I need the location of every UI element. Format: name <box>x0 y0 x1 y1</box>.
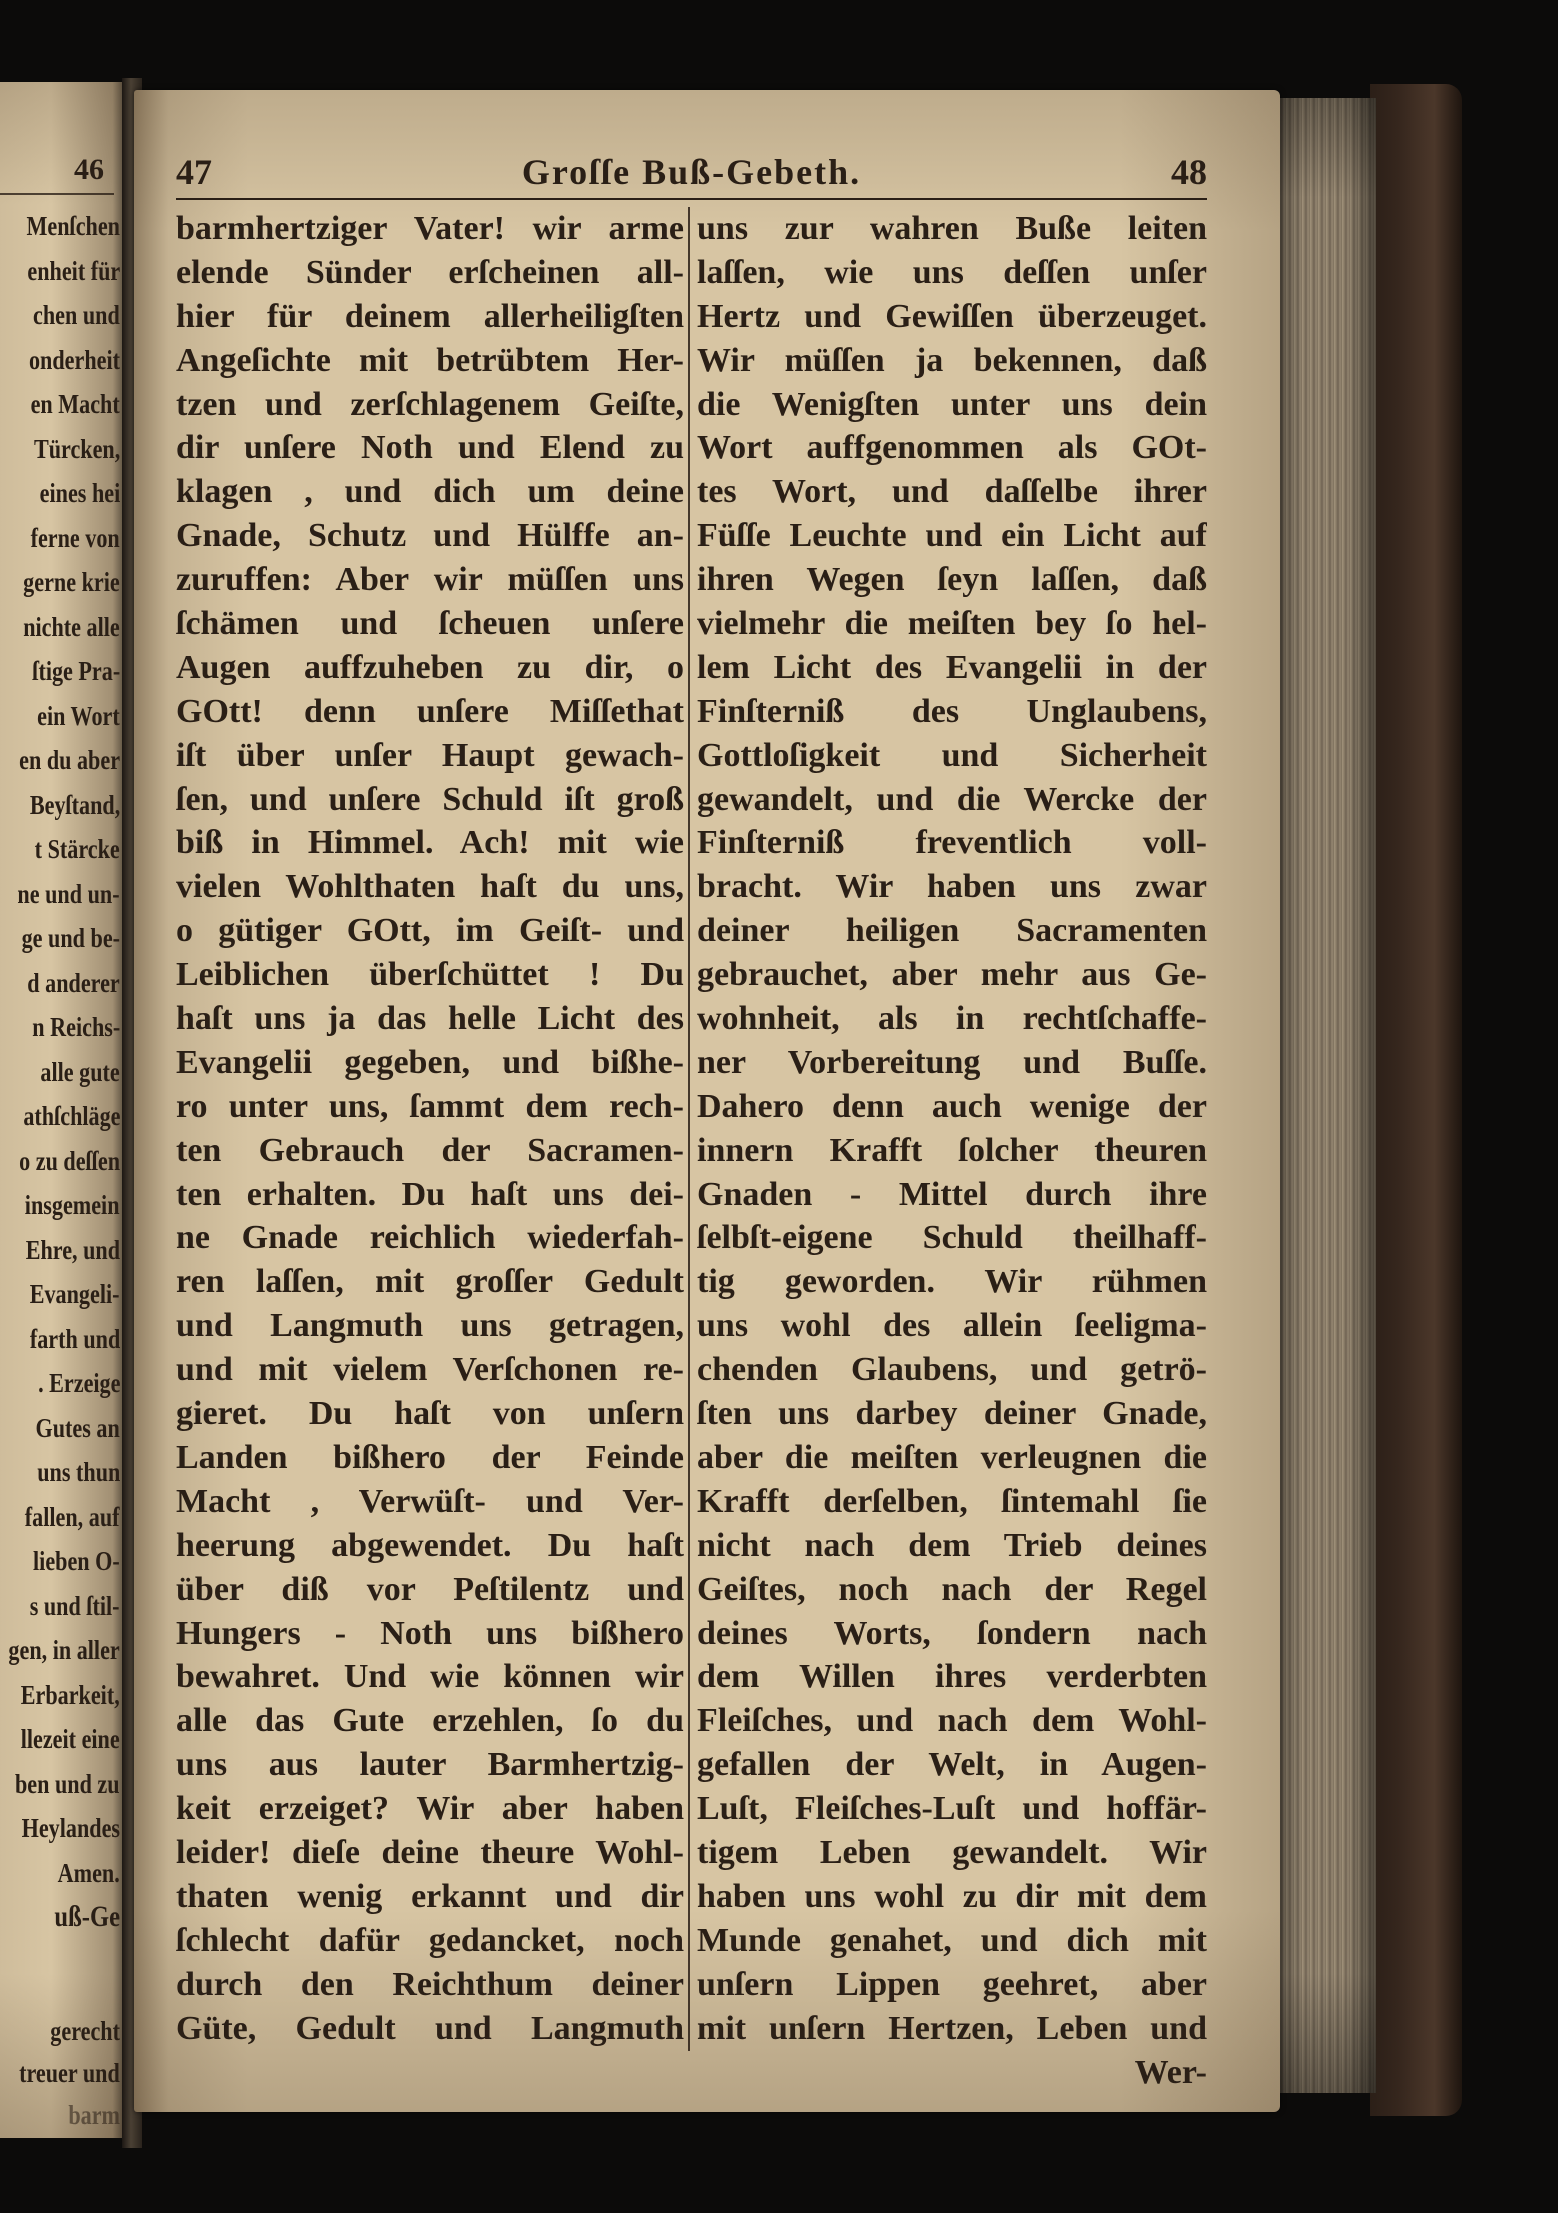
text-line: lem Licht des Evangelii in der <box>697 648 1207 686</box>
fragment-line <box>0 1228 120 1273</box>
text-line: Hertz und Gewiſſen überzeuget. <box>697 297 1207 335</box>
fragment-line-text: ge und be- <box>21 923 120 953</box>
fragment-line <box>0 204 120 249</box>
text-line: tigem Leben gewandelt. Wir <box>697 1833 1207 1871</box>
text-line: vielmehr die meiſten bey ſo hel- <box>697 605 1207 643</box>
text-line: dem Willen ihres verderbten <box>697 1658 1207 1696</box>
fragment-line <box>0 916 120 961</box>
text-line: ſen, und unſere Schuld iſt groß <box>176 780 684 818</box>
text-line: chenden Glaubens, und getrö- <box>697 1351 1207 1389</box>
text-line: ſten uns darbey deiner Gnade, <box>697 1395 1207 1433</box>
text-line: deines Worts, ſondern nach <box>697 1614 1207 1652</box>
fragment-line <box>0 783 120 828</box>
text-line: Leiblichen überſchüttet ! Du <box>176 956 684 994</box>
text-line: ren laſſen, mit groſſer Gedult <box>176 1263 684 1301</box>
text-line: Gottloſigkeit und Sicherheit <box>697 736 1207 774</box>
fragment-line-text: en Macht <box>30 389 120 419</box>
text-line: haben uns wohl zu dir mit dem <box>697 1877 1207 1915</box>
text-line: laſſen, wie uns deſſen unſer <box>697 253 1207 291</box>
text-line: gebrauchet, aber mehr aus Ge- <box>697 956 1207 994</box>
text-line: dir unſere Noth und Elend zu <box>176 429 684 467</box>
fragment-line <box>0 2010 120 2052</box>
text-line: ne Gnade reichlich wiederfah- <box>176 1219 684 1257</box>
page-header <box>176 150 1207 194</box>
text-line: Dahero denn auch wenige der <box>697 1087 1207 1125</box>
text-line: bracht. Wir haben uns zwar <box>697 868 1207 906</box>
fragment-line-text: Menſchen <box>26 211 120 241</box>
text-line: Finſterniß freventlich voll- <box>697 824 1207 862</box>
book-cover-edge <box>1370 84 1462 2116</box>
fragment-line <box>0 1139 120 1184</box>
fragment-line <box>0 1806 120 1851</box>
text-line: leider! dieſe deine theure Wohl- <box>176 1833 684 1871</box>
fragment-line <box>0 471 120 516</box>
fragment-line-text: Evangeli- <box>30 1279 120 1309</box>
fragment-line-text: barm <box>68 2100 120 2130</box>
text-line: zuruffen: Aber wir müſſen uns <box>176 561 684 599</box>
book-page-edges <box>1278 98 1376 2093</box>
text-line: biß in Himmel. Ach! mit wie <box>176 824 684 862</box>
text-line: nicht nach dem Trieb deines <box>697 1526 1207 1564</box>
text-line: tes Wort, und daſſelbe ihrer <box>697 473 1207 511</box>
column-divider <box>688 207 690 2051</box>
fragment-line-text: gen, in aller <box>8 1635 120 1665</box>
fragment-line-text: ne und un- <box>17 878 120 909</box>
text-line: Finſterniß des Unglaubens, <box>697 692 1207 730</box>
fragment-line-text: enheit für <box>27 255 120 286</box>
text-line: alle das Gute erzehlen, ſo du <box>176 1702 684 1740</box>
fragment-line <box>0 1717 120 1762</box>
fragment-line <box>0 1317 120 1362</box>
text-line: ten erhalten. Du haſt uns dei- <box>176 1175 684 1213</box>
text-line: deiner heiligen Sacramenten <box>697 912 1207 950</box>
text-line: Füſſe Leuchte und ein Licht auf <box>697 517 1207 555</box>
fragment-line <box>0 338 120 383</box>
fragment-line-text: Türcken, <box>33 433 120 464</box>
fragment-line <box>0 293 120 338</box>
text-line: Krafft derſelben, ſintemahl ſie <box>697 1482 1207 1520</box>
fragment-line-text: chen und <box>33 300 120 330</box>
page-number-left: 47 <box>176 152 212 192</box>
text-column-right <box>697 207 1207 2050</box>
fragment-line <box>0 1673 120 1718</box>
text-line: heerung abgewendet. Du haſt <box>176 1526 684 1564</box>
text-line: gefallen der Welt, in Augen- <box>697 1746 1207 1784</box>
fragment-line <box>0 827 120 872</box>
fragment-line-text: onderheit <box>28 344 120 375</box>
main-page <box>134 90 1280 2112</box>
text-line: mit unſern Hertzen, Leben und <box>697 2009 1207 2047</box>
text-line: uns wohl des allein ſeeligma- <box>697 1307 1207 1345</box>
text-line: unſern Lippen geehret, aber <box>697 1965 1207 2003</box>
fragment-line-text: nichte alle <box>23 611 120 642</box>
text-line: Evangelii gegeben, und bißhe- <box>176 1043 684 1081</box>
text-line: Güte, Gedult und Langmuth <box>176 2009 684 2047</box>
catchword: Wer- <box>1134 2054 1207 2091</box>
fragment-line <box>0 738 120 783</box>
text-line: uns aus lauter Barmhertzig- <box>176 1746 684 1784</box>
fragment-line-text: d anderer <box>27 967 120 998</box>
fragment-line-text: llezeit eine <box>21 1724 120 1754</box>
next-heading-line <box>0 1895 120 1940</box>
text-line: uns zur wahren Buße leiten <box>697 210 1207 247</box>
text-line: wohnheit, als in rechtſchaffe- <box>697 1000 1207 1038</box>
text-line: Gnaden - Mittel durch ihre <box>697 1175 1207 1213</box>
text-line: ro unter uns, ſammt dem rech- <box>176 1087 684 1125</box>
text-line: vielen Wohlthaten haſt du uns, <box>176 868 684 906</box>
text-line: barmhertziger Vater! wir arme <box>176 210 684 247</box>
left-header-rule <box>0 193 114 195</box>
text-line: haſt uns ja das helle Licht des <box>176 1000 684 1038</box>
text-line: iſt über unſer Haupt gewach- <box>176 736 684 774</box>
text-line: ſchlecht dafür gedancket, noch <box>176 1921 684 1959</box>
text-line: Angeſichte mit betrübtem Her- <box>176 341 684 379</box>
text-line: Augen auffzuheben zu dir, o <box>176 648 684 686</box>
text-line: ten Gebrauch der Sacramen- <box>176 1131 684 1169</box>
fragment-line-text: insgemein <box>25 1190 120 1220</box>
fragment-line-text: athſchläge <box>22 1101 120 1131</box>
fragment-line <box>0 2052 120 2094</box>
next-heading: uß-Ge <box>54 1900 120 1933</box>
fragment-line-text: ferne von <box>30 522 120 553</box>
fragment-line <box>0 1539 120 1584</box>
fragment-line-text: gerne krie <box>23 567 120 597</box>
fragment-line-text: lieben O- <box>33 1546 120 1576</box>
text-line: Landen bißhero der Feinde <box>176 1438 684 1476</box>
text-line: und Langmuth uns getragen, <box>176 1307 684 1345</box>
text-line: gewandelt, und die Wercke der <box>697 780 1207 818</box>
fragment-line-text: ben und zu <box>15 1768 120 1799</box>
fragment-line-text: ſtige Pra- <box>32 656 120 686</box>
fragment-line-text: gerecht <box>50 2016 120 2046</box>
text-line: ner Vorbereitung und Buſſe. <box>697 1043 1207 1081</box>
fragment-line-text: treuer und <box>19 2058 120 2088</box>
left-page-text <box>0 204 120 1895</box>
fragment-line-text: Amen. <box>57 1857 120 1888</box>
text-line: elende Sünder erſcheinen all- <box>176 253 684 291</box>
fragment-line <box>0 382 120 427</box>
fragment-line-text: Heylandes <box>21 1813 120 1843</box>
text-column-left <box>176 207 684 2050</box>
fragment-line-text: s und ſtil- <box>30 1590 120 1621</box>
left-page-next-heading <box>0 1895 120 1940</box>
text-line: Hungers - Noth uns bißhero <box>176 1614 684 1652</box>
text-line: keit erzeiget? Wir aber haben <box>176 1790 684 1828</box>
fragment-line-text: en du aber <box>19 745 120 775</box>
fragment-line-text: t Stärcke <box>34 834 120 864</box>
fragment-line-text: . Erzeige <box>37 1368 120 1398</box>
left-page-fragment <box>0 82 128 2138</box>
header-rule <box>176 198 1207 200</box>
fragment-line <box>0 1851 120 1896</box>
fragment-line <box>0 516 120 561</box>
text-line: die Wenigſten unter uns dein <box>697 385 1207 423</box>
text-line: aber die meiſten verleugnen die <box>697 1438 1207 1476</box>
fragment-line <box>0 1584 120 1629</box>
fragment-line-text: farth und <box>29 1323 120 1354</box>
text-line: und mit vielem Verſchonen re- <box>176 1351 684 1389</box>
fragment-line <box>0 1183 120 1228</box>
text-line: GOtt! denn unſere Miſſethat <box>176 692 684 730</box>
left-page-next-text <box>0 2010 120 2136</box>
fragment-line <box>0 249 120 294</box>
text-line: gieret. Du haſt von unſern <box>176 1395 684 1433</box>
fragment-line-text: Gutes an <box>35 1412 120 1443</box>
fragment-line <box>0 2094 120 2136</box>
text-line: klagen , und dich um deine <box>176 473 684 511</box>
fragment-line <box>0 1762 120 1807</box>
fragment-line <box>0 1406 120 1451</box>
text-line: tzen und zerſchlagenem Geiſte, <box>176 385 684 423</box>
fragment-line <box>0 1050 120 1095</box>
text-line: Wort auffgenommen als GOt- <box>697 429 1207 467</box>
text-line: Geiſtes, noch nach der Regel <box>697 1570 1207 1608</box>
fragment-line <box>0 427 120 472</box>
fragment-line-text: Beyſtand, <box>29 789 120 820</box>
fragment-line-text: fallen, auf <box>25 1501 120 1532</box>
text-line: innern Krafft ſolcher theuren <box>697 1131 1207 1169</box>
running-title: Groſſe Buß-Gebeth. <box>521 152 862 192</box>
fragment-line <box>0 1628 120 1673</box>
fragment-line <box>0 1005 120 1050</box>
text-line: tig geworden. Wir rühmen <box>697 1263 1207 1301</box>
fragment-line-text: uns thun <box>36 1457 120 1487</box>
text-line: ſelbſt-eigene Schuld theilhaff- <box>697 1219 1207 1257</box>
text-line: o gütiger GOtt, im Geiſt- und <box>176 912 684 950</box>
fragment-line-text: Erbarkeit, <box>20 1679 120 1710</box>
text-line: bewahret. Und wie können wir <box>176 1658 684 1696</box>
text-line: Gnade, Schutz und Hülffe an- <box>176 517 684 555</box>
text-line: über diß vor Peſtilentz und <box>176 1570 684 1608</box>
fragment-line <box>0 1361 120 1406</box>
text-line: Munde genahet, und dich mit <box>697 1921 1207 1959</box>
fragment-line-text: n Reichs- <box>32 1012 120 1042</box>
fragment-line <box>0 961 120 1006</box>
text-line: durch den Reichthum deiner <box>176 1965 684 2003</box>
fragment-line <box>0 1272 120 1317</box>
text-line: ſchämen und ſcheuen unſere <box>176 605 684 643</box>
fragment-line-text: o zu deſſen <box>19 1145 120 1176</box>
text-line: Wir müſſen ja bekennen, daß <box>697 341 1207 379</box>
left-page-number: 46 <box>74 153 104 186</box>
page-number-right: 48 <box>1170 152 1207 192</box>
fragment-line-text: Ehre, und <box>25 1234 120 1265</box>
fragment-line <box>0 694 120 739</box>
fragment-line <box>0 872 120 917</box>
text-line: ihren Wegen ſeyn laſſen, daß <box>697 561 1207 599</box>
fragment-line <box>0 1094 120 1139</box>
fragment-line <box>0 560 120 605</box>
fragment-line <box>0 605 120 650</box>
text-line: Luſt, Fleiſches-Luſt und hoffär- <box>697 1790 1207 1828</box>
fragment-line <box>0 1450 120 1495</box>
fragment-line <box>0 1495 120 1540</box>
text-line: Fleiſches, und nach dem Wohl- <box>697 1702 1207 1740</box>
fragment-line-text: alle gute <box>40 1056 120 1087</box>
text-line: thaten wenig erkannt und dir <box>176 1877 684 1915</box>
fragment-line-text: eines hei <box>39 478 120 508</box>
text-line: hier für deinem allerheiligſten <box>176 297 684 335</box>
fragment-line <box>0 649 120 694</box>
fragment-line-text: ein Wort <box>37 700 120 731</box>
text-line: Macht , Verwüſt- und Ver- <box>176 1482 684 1520</box>
